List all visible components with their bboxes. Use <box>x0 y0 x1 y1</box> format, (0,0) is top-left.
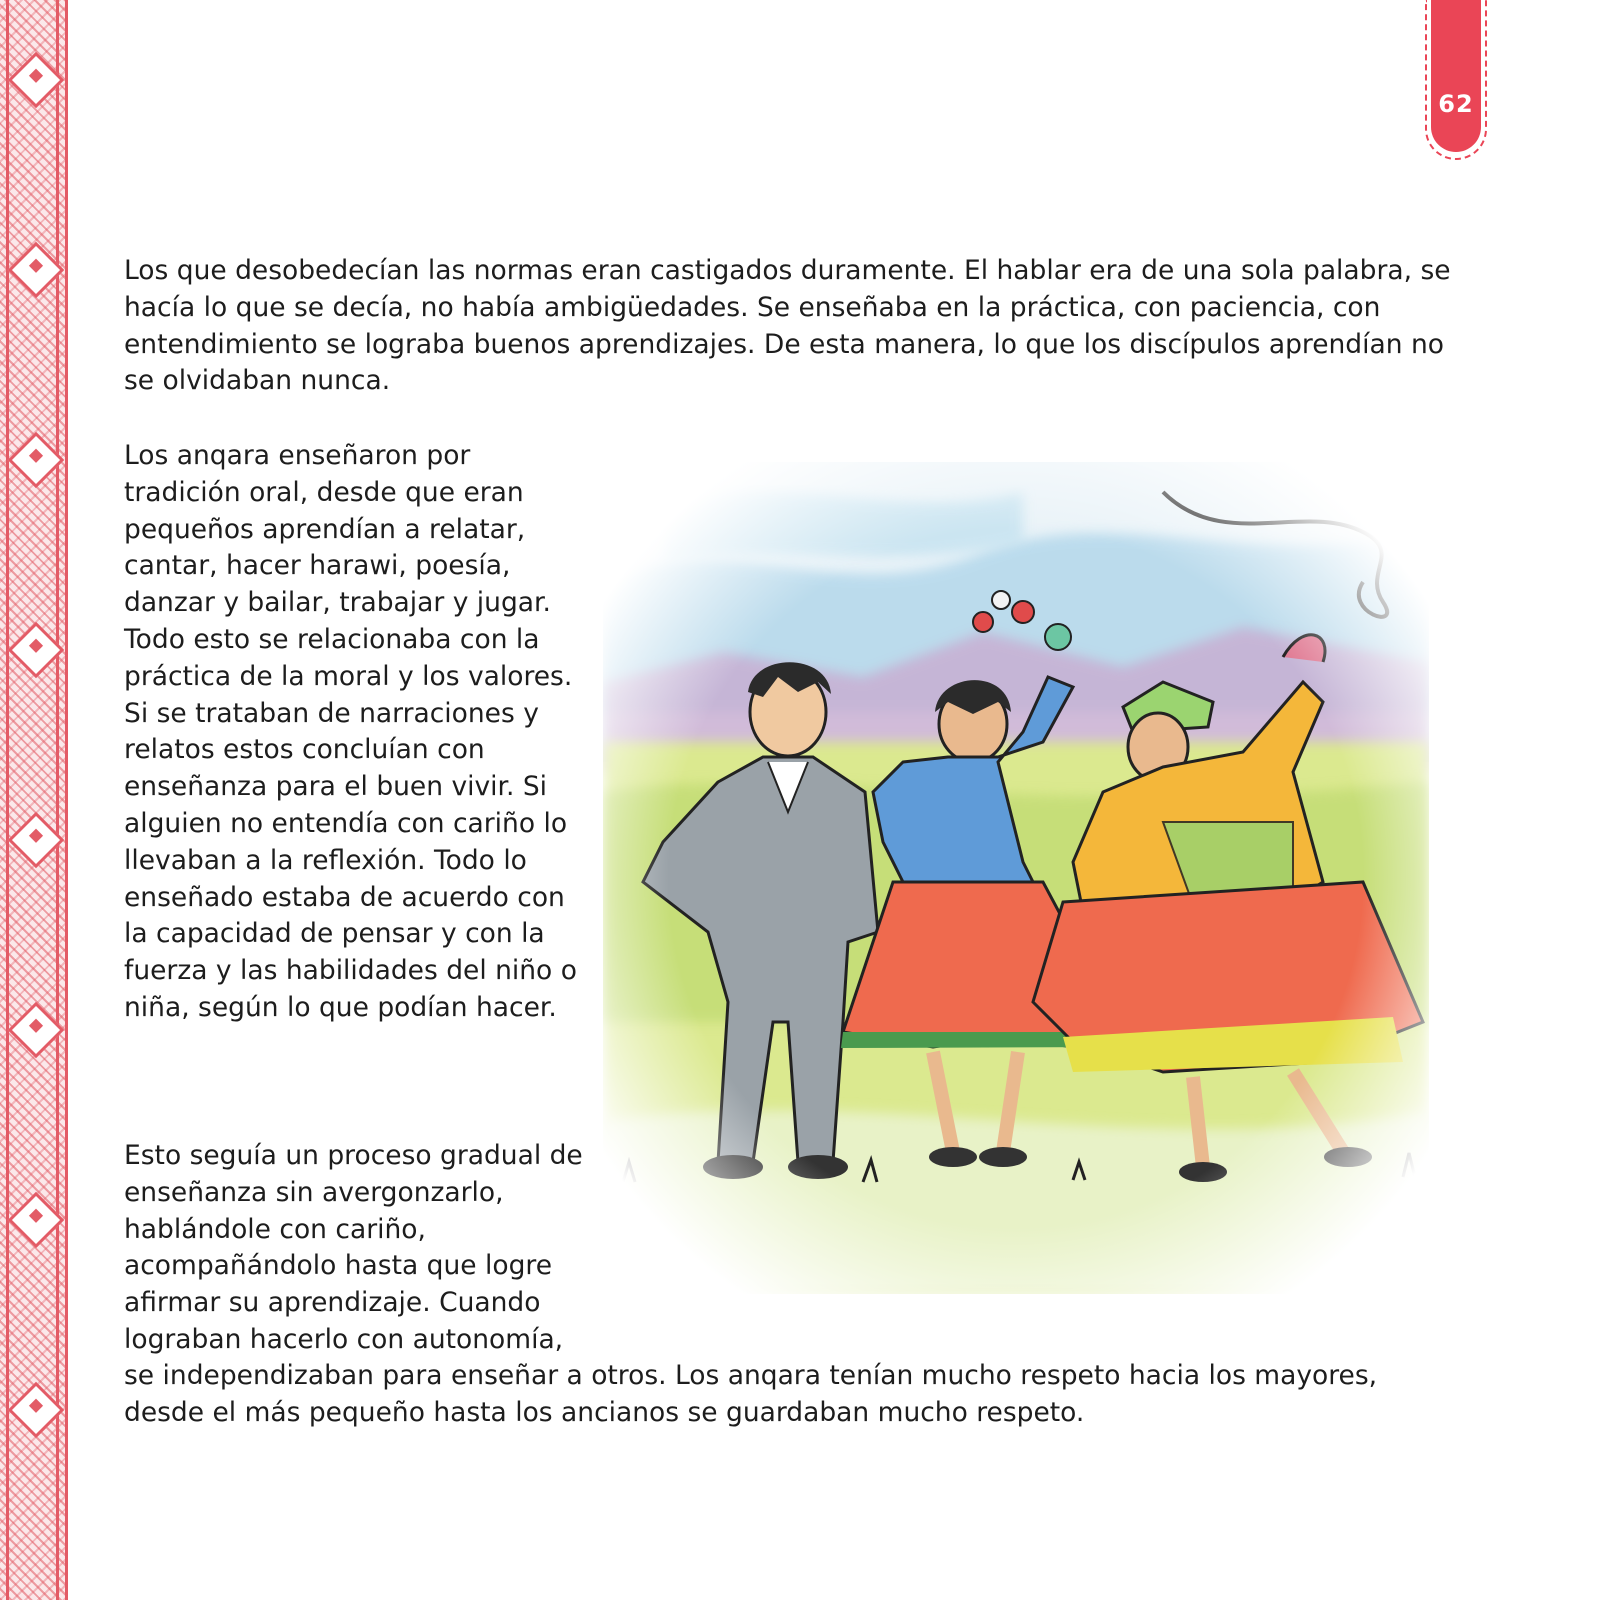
paragraph-gradual-process: Esto seguía un proceso gradual de enseñanza sin avergonzarlo, hablándole con cariño, acompañándolo hasta que logre afirmar su aprendizaje. Cuando lograban hacerlo con autonomía, <box>124 1140 583 1355</box>
paragraph-discipline: Los que desobedecían las normas eran castigados duramente. El hablar era de una sola palabra, se hacía lo que se decía, no había ambigüedades. Se enseñaba en la práctica, con paciencia, con entendimiento se lograba buenos aprendizajes. De esta manera, lo que los discípulos aprendían no se olvidaban nunca. <box>124 255 1451 397</box>
page-number-tab <box>1425 0 1487 160</box>
page-number: 62 <box>1438 90 1474 118</box>
decorative-woven-border <box>0 0 68 1600</box>
paragraph-oral-tradition: Los anqara enseñaron por tradición oral, desde que eran pequeños aprendían a relatar, cantar, hacer harawi, poesía, danzar y bailar, trabajar y jugar. Todo esto se relacionaba con la práctica de la moral y los valores. Si se trataban de narraciones y relatos estos concluían con enseñanza para el buen vivir. Si alguien no entendía con cariño lo llevaban a la reflexión. Todo lo enseñado estaba de acuerdo con la capacidad de pensar y con la fuerza y las habilidades del niño o niña, según lo que podían hacer. <box>124 440 577 1023</box>
paragraph-respect: se independizaban para enseñar a otros. Los anqara tenían mucho respeto hacia los mayores, desde el más pequeño hasta los ancianos se guardaban mucho respeto. <box>124 1360 1378 1428</box>
dancing-children-illustration <box>603 462 1429 1294</box>
